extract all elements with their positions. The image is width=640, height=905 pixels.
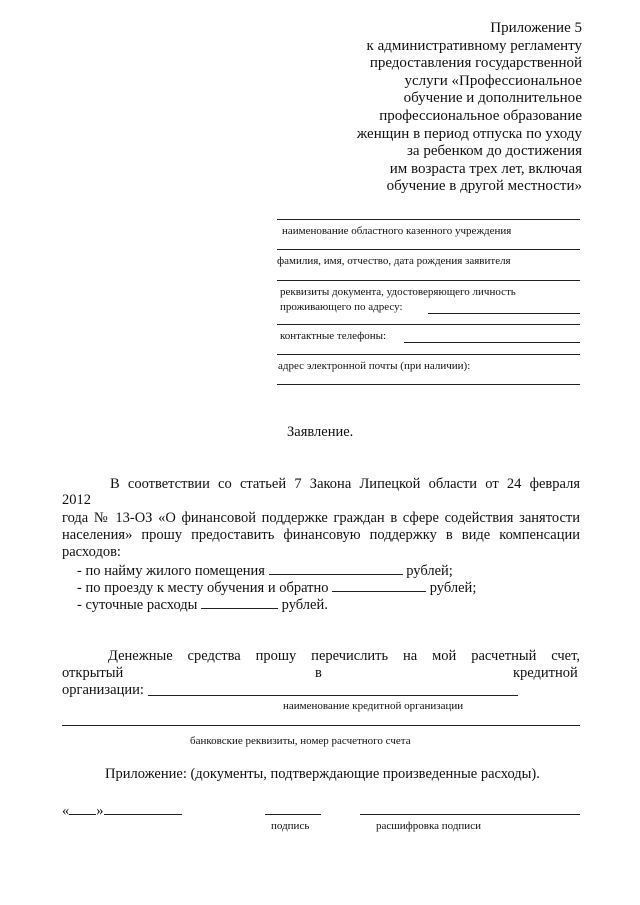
body-word: открытый xyxy=(62,665,124,681)
bank-details-caption: банковские реквизиты, номер расчетного счета xyxy=(190,735,411,747)
signature-line[interactable] xyxy=(265,814,321,815)
institution-line[interactable] xyxy=(277,219,580,220)
separator-line xyxy=(277,324,580,325)
annex-line: услуги «Профессиональное xyxy=(404,72,582,89)
id-document-line[interactable] xyxy=(277,280,580,281)
body-word: кредитной xyxy=(513,665,578,681)
daily-amount-field[interactable] xyxy=(201,595,278,609)
residing-label: проживающего по адресу: xyxy=(280,301,403,313)
quote-close: » xyxy=(96,803,104,819)
email-line[interactable] xyxy=(277,384,580,385)
currency-label: рублей. xyxy=(281,597,328,613)
address-line[interactable] xyxy=(428,313,580,314)
day-field[interactable] xyxy=(69,801,96,815)
annex-line: предоставления государственной xyxy=(369,55,582,72)
quote-open: « xyxy=(62,803,70,819)
month-year-field[interactable] xyxy=(104,801,182,815)
expense-item-label: - суточные расходы xyxy=(77,597,198,613)
body-line: 2012 xyxy=(62,492,91,508)
bank-name-line[interactable] xyxy=(148,695,518,696)
email-label: адрес электронной почты (при наличии): xyxy=(278,360,471,372)
annex-line: обучение в другой местности» xyxy=(386,178,582,195)
annex-line: женщин в период отпуска по уходу xyxy=(356,125,582,142)
body-line: населения» прошу предоставить финансовую поддержку в виде компенсации xyxy=(62,527,580,543)
bank-name-caption: наименование кредитной организации xyxy=(283,700,464,712)
institution-caption: наименование областного казенного учреждения xyxy=(282,225,512,237)
currency-label: рублей; xyxy=(429,580,477,596)
applicant-caption: фамилия, имя, отчество, дата рождения заявителя xyxy=(277,255,511,267)
signature-decode-caption: расшифровка подписи xyxy=(376,820,481,832)
id-document-caption: реквизиты документа, удостоверяющего личность xyxy=(280,286,516,298)
body-line: Денежные средства прошу перечислить на мой расчетный счет, xyxy=(108,648,580,664)
body-line: года № 13-ОЗ «О финансовой поддержке граждан в сфере содействия занятости xyxy=(62,510,580,526)
expense-item-daily xyxy=(77,595,328,614)
annex-line: профессиональное образование xyxy=(379,107,582,124)
phones-line[interactable] xyxy=(404,342,580,343)
housing-amount-field[interactable] xyxy=(269,561,403,575)
expense-item-label: - по найму жилого помещения xyxy=(77,563,265,579)
travel-amount-field[interactable] xyxy=(332,578,426,592)
annex-block xyxy=(357,20,582,196)
body-line: расходов: xyxy=(62,544,121,560)
annex-line: им возраста трех лет, включая xyxy=(389,160,582,177)
signature-caption: подпись xyxy=(271,820,310,832)
bank-details-line[interactable] xyxy=(62,725,580,726)
currency-label: рублей; xyxy=(406,563,453,579)
separator-line xyxy=(277,354,580,355)
document-title: Заявление. xyxy=(287,424,354,440)
signature-decode-line[interactable] xyxy=(360,814,580,815)
org-label: организации: xyxy=(62,682,144,698)
applicant-line[interactable] xyxy=(277,249,580,250)
attachment-line: Приложение: (документы, подтверждающие произведенные расходы). xyxy=(105,766,540,782)
annex-line: Приложение 5 xyxy=(490,20,582,36)
date-field xyxy=(62,801,182,820)
phones-label: контактные телефоны: xyxy=(280,330,387,342)
body-line: В соответствии со статьей 7 Закона Липецкой области от 24 февраля xyxy=(110,476,580,492)
annex-line: к административному регламенту xyxy=(366,37,582,54)
body-word: в xyxy=(315,665,322,681)
annex-line: обучение и дополнительное xyxy=(403,90,582,107)
expense-item-label: - по проезду к месту обучения и обратно xyxy=(77,580,329,596)
annex-line: за ребенком до достижения xyxy=(407,143,582,160)
